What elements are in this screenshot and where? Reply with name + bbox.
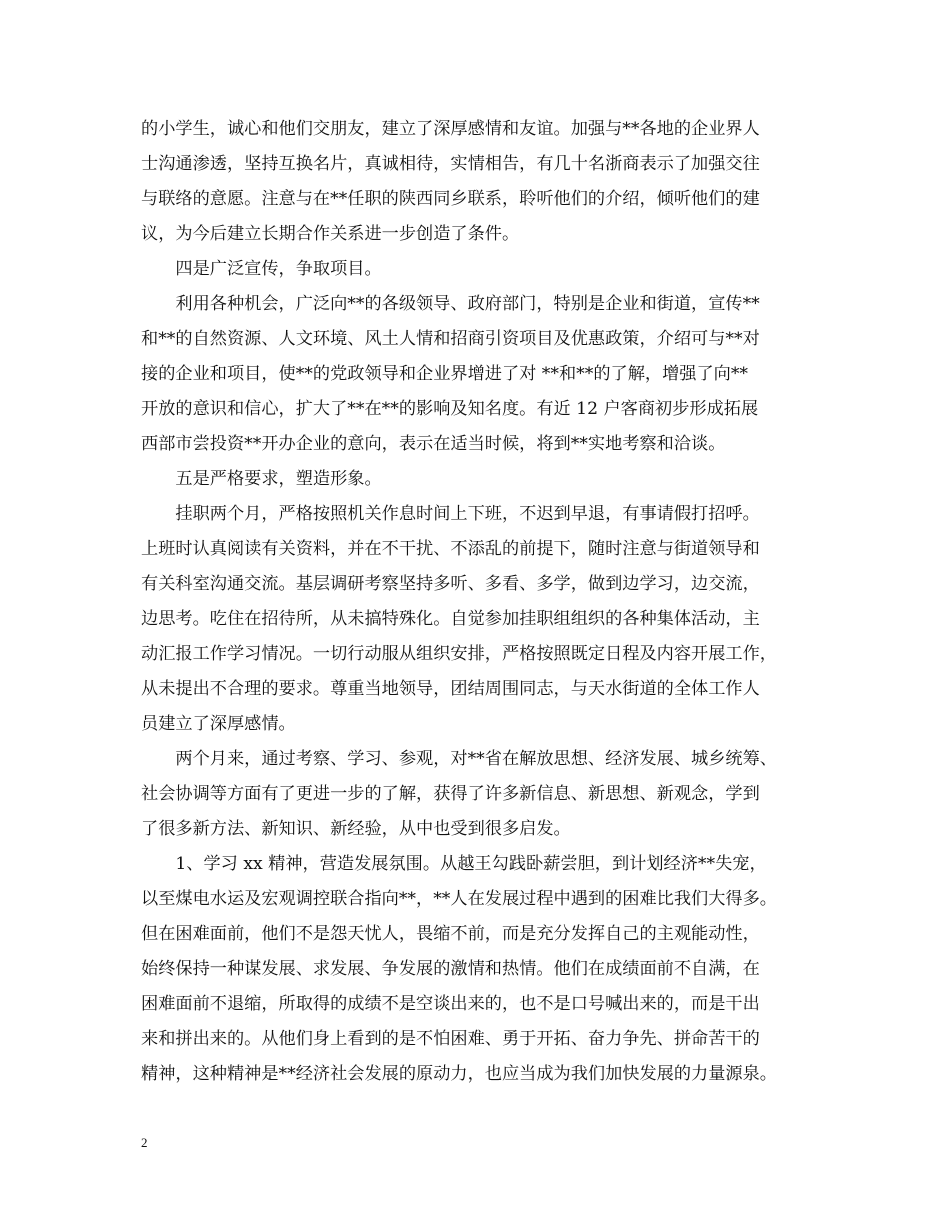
text-line: 以至煤电水运及宏观调控联合指向**，**人在发展过程中遇到的困难比我们大得多。 <box>141 889 777 909</box>
text-line: 的小学生，诚心和他们交朋友，建立了深厚感情和友谊。加强与**各地的企业界人 <box>141 119 760 139</box>
text-line: 利用各种机会，广泛向**的各级领导、政府部门，特别是企业和街道，宣传** <box>141 294 760 314</box>
section-heading: 五是严格要求，塑造形象。 <box>141 469 382 489</box>
text-line: 边思考。吃住在招待所，从未搞特殊化。自觉参加挂职组组织的各种集体活动，主 <box>141 609 760 629</box>
text-line: 社会协调等方面有了更进一步的了解，获得了许多新信息、新思想、新观念，学到 <box>141 784 760 804</box>
text-line: 和**的自然资源、人文环境、风土人情和招商引资项目及优惠政策，介绍可与**对 <box>141 329 760 349</box>
text-line: 两个月来，通过考察、学习、参观，对**省在解放思想、经济发展、城乡统筹、 <box>141 749 777 769</box>
section-heading: 四是广泛宣传，争取项目。 <box>141 259 382 279</box>
text-line: 议，为今后建立长期合作关系进一步创造了条件。 <box>141 224 520 244</box>
text-line: 开放的意识和信心，扩大了**在**的影响及知名度。有近 12 户客商初步形成拓展 <box>141 399 759 419</box>
text-line: 困难面前不退缩，所取得的成绩不是空谈出来的，也不是口号喊出来的，而是干出 <box>141 994 760 1014</box>
text-line: 上班时认真阅读有关资料，并在不干扰、不添乱的前提下，随时注意与街道领导和 <box>141 539 760 559</box>
text-line: 西部市尝投资**开办企业的意向，表示在适当时候，将到**实地考察和洽谈。 <box>141 434 726 454</box>
text-line: 挂职两个月，严格按照机关作息时间上下班，不迟到早退，有事请假打招呼。 <box>141 504 760 524</box>
text-line: 员建立了深厚感情。 <box>141 714 296 734</box>
page-number: 2 <box>141 1135 148 1150</box>
text-line: 始终保持一种谋发展、求发展、争发展的激情和热情。他们在成绩面前不自满，在 <box>141 959 760 979</box>
text-line: 士沟通渗透，坚持互换名片，真诚相待，实情相告，有几十名浙商表示了加强交往 <box>141 154 760 174</box>
text-line: 了很多新方法、新知识、新经验，从中也受到很多启发。 <box>141 819 571 839</box>
text-line: 但在困难面前，他们不是怨天忧人，畏缩不前，而是充分发挥自己的主观能动性， <box>141 924 760 944</box>
body-text <box>141 112 817 1092</box>
text-line: 1、学习 xx 精神，营造发展氛围。从越王勾践卧薪尝胆，到计划经济**失宠， <box>141 854 767 874</box>
text-line: 从未提出不合理的要求。尊重当地领导，团结周围同志，与天水街道的全体工作人 <box>141 679 760 699</box>
text-line: 精神，这种精神是**经济社会发展的原动力，也应当成为我们加快发展的力量源泉。 <box>141 1064 777 1084</box>
text-line: 接的企业和项目，使**的党政领导和企业界增进了对 **和**的了解，增强了向** <box>141 364 749 384</box>
text-line: 有关科室沟通交流。基层调研考察坚持多听、多看、多学，做到边学习，边交流， <box>141 574 760 594</box>
text-line: 来和拼出来的。从他们身上看到的是不怕困难、勇于开拓、奋力争先、拼命苦干的 <box>141 1029 760 1049</box>
text-line: 动汇报工作学习情况。一切行动服从组织安排，严格按照既定日程及内容开展工作， <box>141 644 777 664</box>
text-line: 与联络的意愿。注意与在**任职的陕西同乡联系，聆听他们的介绍，倾听他们的建 <box>141 189 760 209</box>
